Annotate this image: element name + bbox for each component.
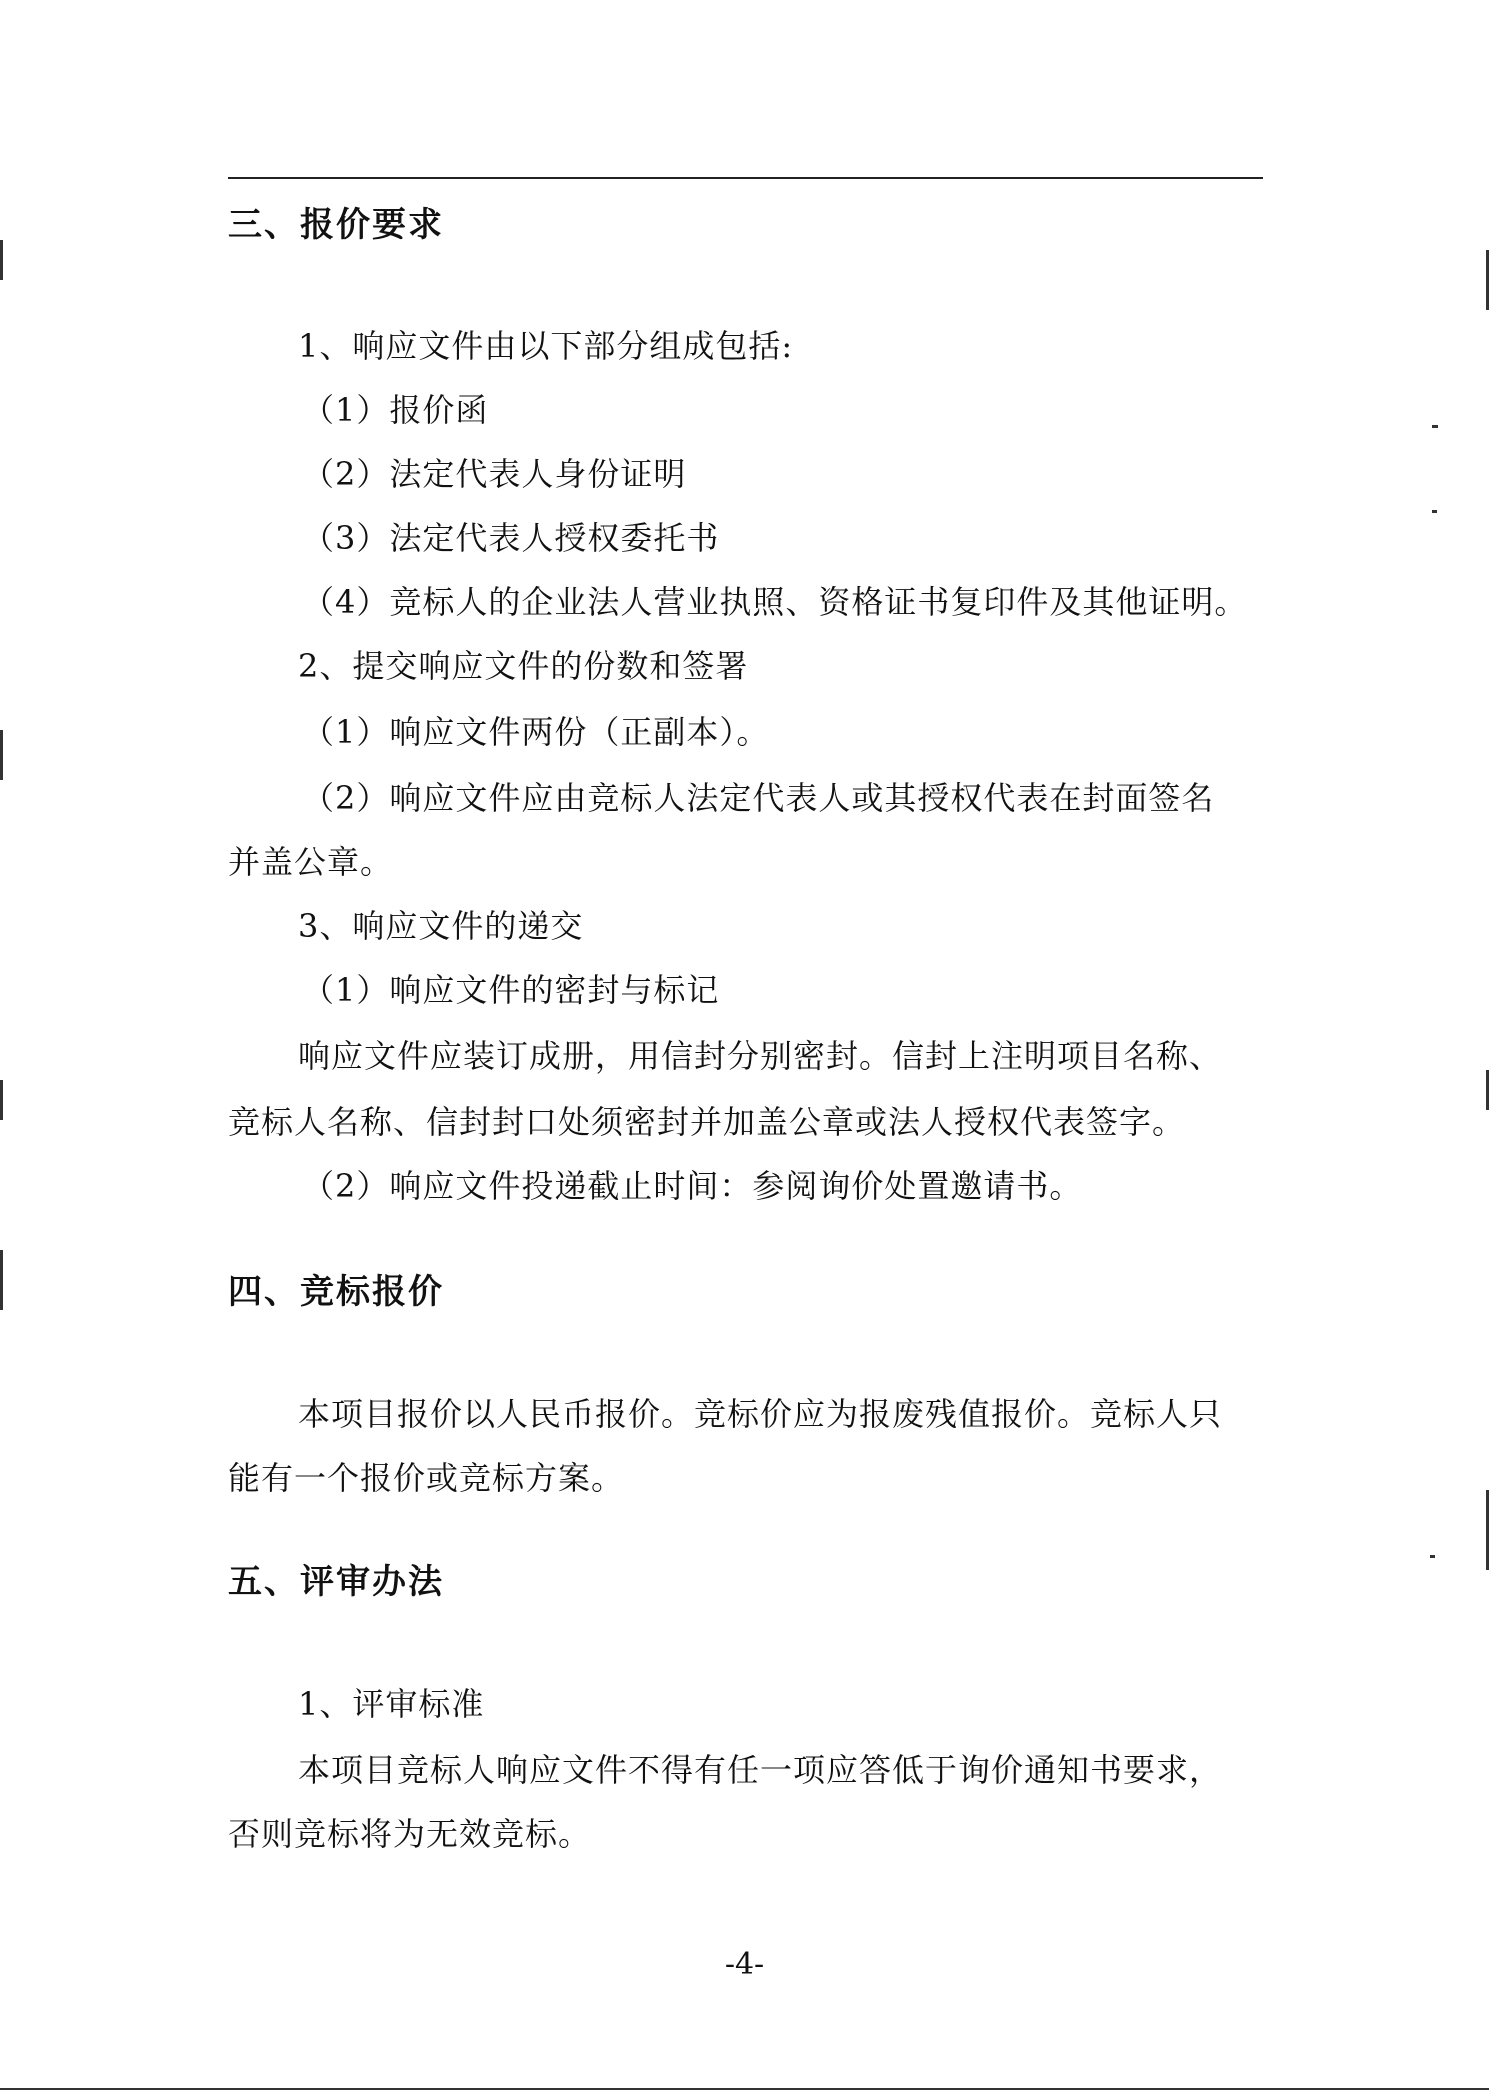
header-rule — [228, 177, 1263, 179]
paragraph-line: 竞标人名称、信封封口处须密封并加盖公章或法人授权代表签字。 — [228, 1103, 1186, 1141]
paragraph-line: 本项目竞标人响应文件不得有任一项应答低于询价通知书要求， — [298, 1751, 1223, 1789]
paragraph-line: 否则竞标将为无效竞标。 — [228, 1815, 592, 1853]
paragraph-line: 能有一个报价或竞标方案。 — [228, 1459, 625, 1497]
scan-mark — [1432, 510, 1437, 513]
paragraph-line: 响应文件应装订成册，用信封分别密封。信封上注明项目名称、 — [298, 1037, 1223, 1075]
scan-mark — [0, 240, 3, 280]
list-item: 1、响应文件由以下部分组成包括: — [298, 327, 794, 365]
section-heading-pricing-requirements: 三、报价要求 — [228, 205, 444, 245]
section-heading-evaluation-method: 五、评审办法 — [228, 1562, 444, 1602]
scan-mark — [1432, 425, 1438, 428]
list-item: （4）竞标人的企业法人营业执照、资格证书复印件及其他证明。 — [302, 583, 1248, 621]
scan-mark — [0, 1080, 3, 1120]
list-item: 3、响应文件的递交 — [298, 907, 584, 945]
scan-mark — [0, 1250, 3, 1310]
list-item: （1）报价函 — [302, 391, 489, 429]
list-item: （2）响应文件应由竞标人法定代表人或其授权代表在封面签名 — [302, 779, 1215, 817]
paragraph-line: 本项目报价以人民币报价。竞标价应为报废残值报价。竞标人只 — [298, 1395, 1223, 1433]
list-item: 2、提交响应文件的份数和签署 — [298, 647, 749, 685]
section-heading-bid-pricing: 四、竞标报价 — [228, 1272, 444, 1312]
page-number: -4- — [724, 1947, 765, 1982]
list-item: 1、评审标准 — [298, 1685, 485, 1723]
list-item: （2）法定代表人身份证明 — [302, 455, 687, 493]
list-item: （1）响应文件两份（正副本）。 — [302, 713, 770, 751]
scan-mark — [0, 730, 3, 780]
list-item: （1）响应文件的密封与标记 — [302, 971, 720, 1009]
scan-mark — [0, 2088, 1489, 2090]
scan-mark — [1430, 1555, 1435, 1558]
paragraph-line: 并盖公章。 — [228, 843, 394, 881]
list-item: （3）法定代表人授权委托书 — [302, 519, 720, 557]
list-item: （2）响应文件投递截止时间：参阅询价处置邀请书。 — [302, 1167, 1083, 1205]
